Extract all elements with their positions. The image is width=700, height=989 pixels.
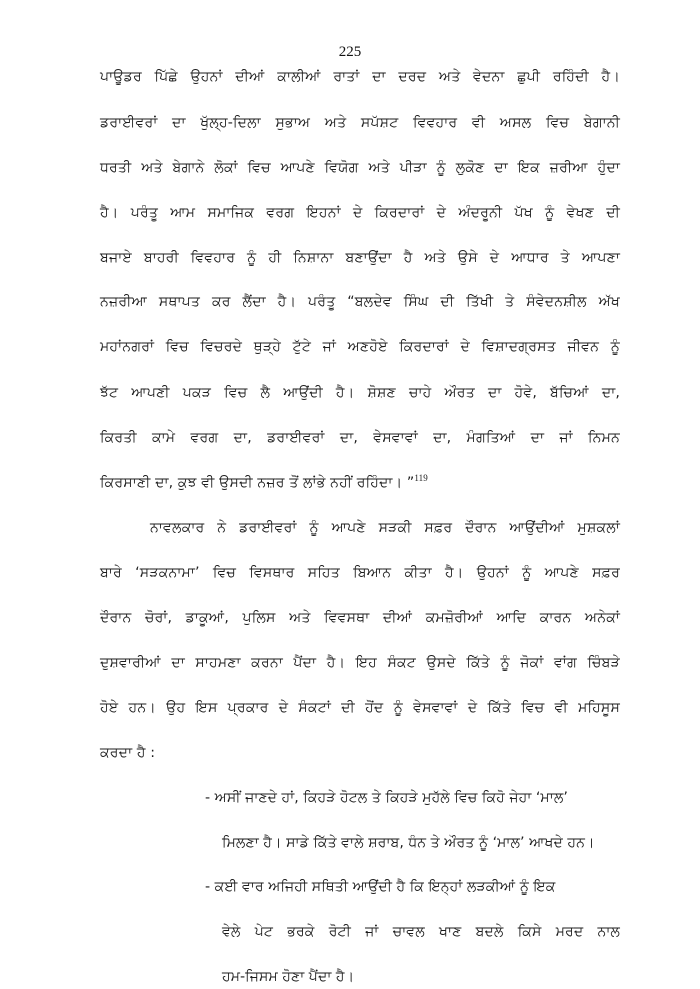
text-line: ਝੱਟ ਆਪਣੀ ਪਕੜ ਵਿਚ ਲੈ ਆਉਂਦੀ ਹੈ। ਸ਼ੋਸ਼ਣ ਚਾਹੇ ਔਰਤ ਦਾ ਹੋਵੇ, ਬੱਚਿਆਂ ਦਾ, bbox=[100, 385, 620, 401]
text-line: ਮਹਾਂਨਗਰਾਂ ਵਿਚ ਵਿਚਰਦੇ ਥੁੜ੍ਹੇ ਟੁੱਟੇ ਜਾਂ ਅਣਹੋਏ ਕਿਰਦਾਰਾਂ ਦੇ ਵਿਸ਼ਾਦਗ੍ਰਸਤ ਜੀਵਨ ਨੂੰ bbox=[100, 339, 620, 355]
text-line: ਕਿਰਤੀ ਕਾਮੇ ਵਰਗ ਦਾ, ਡਰਾਈਵਰਾਂ ਦਾ, ਵੇਸਵਾਵਾਂ ਦਾ, ਮੰਗਤਿਆਂ ਦਾ ਜਾਂ ਨਿਮਨ bbox=[100, 430, 620, 446]
list-dash: - bbox=[205, 879, 211, 895]
text-line: ਬਾਰੇ ‘ਸੜਕਨਾਮਾ’ ਵਿਚ ਵਿਸਥਾਰ ਸਹਿਤ ਬਿਆਨ ਕੀਤਾ ਹੈ। ਉਹਨਾਂ ਨੂੰ ਆਪਣੇ ਸਫ਼ਰ bbox=[100, 565, 620, 581]
text-line: ਧਰਤੀ ਅਤੇ ਬੇਗਾਨੇ ਲੋਕਾਂ ਵਿਚ ਆਪਣੇ ਵਿਯੋਗ ਅਤੇ ਪੀੜਾ ਨੂੰ ਲੁਕੋਣ ਦਾ ਇਕ ਜ਼ਰੀਆ ਹੁੰਦਾ bbox=[100, 160, 620, 176]
quote-line bbox=[205, 877, 555, 897]
text-line: ਨਜ਼ਰੀਆ ਸਥਾਪਤ ਕਰ ਲੈਂਦਾ ਹੈ। ਪਰੰਤੂ “ਬਲਦੇਵ ਸਿੰਘ ਦੀ ਤਿੱਖੀ ਤੇ ਸੰਵੇਦਨਸ਼ੀਲ ਅੱਖ bbox=[100, 294, 620, 310]
text-line: ਦੁਸ਼ਵਾਰੀਆਂ ਦਾ ਸਾਹਮਣਾ ਕਰਨਾ ਪੈਂਦਾ ਹੈ। ਇਹ ਸੰਕਟ ਉਸਦੇ ਕਿੱਤੇ ਨੂੰ ਜੋਕਾਂ ਵਾਂਗ ਚਿੰਬੜੇ bbox=[100, 655, 620, 671]
text-line-indented: ਨਾਵਲਕਾਰ ਨੇ ਡਰਾਈਵਰਾਂ ਨੂੰ ਆਪਣੇ ਸੜਕੀ ਸਫ਼ਰ ਦੌਰਾਨ ਆਉਂਦੀਆਂ ਮੁਸ਼ਕਲਾਂ bbox=[150, 520, 620, 536]
quote-line bbox=[205, 788, 620, 808]
text-line-last bbox=[100, 473, 620, 493]
text-line: ਦੌਰਾਨ ਚੋਰਾਂ, ਡਾਕੂਆਂ, ਪੁਲਿਸ ਅਤੇ ਵਿਵਸਥਾ ਦੀਆਂ ਕਮਜ਼ੋਰੀਆਂ ਆਦਿ ਕਾਰਨ ਅਨੇਕਾਂ bbox=[100, 610, 620, 626]
quote-text: ਕਈ ਵਾਰ ਅਜਿਹੀ ਸਥਿਤੀ ਆਉਂਦੀ ਹੈ ਕਿ ਇਨ੍ਹਾਂ ਲੜਕੀਆਂ ਨੂੰ ਇਕ bbox=[214, 879, 556, 895]
quote-text: ਅਸੀਂ ਜਾਣਦੇ ਹਾਂ, ਕਿਹੜੇ ਹੋਟਲ ਤੇ ਕਿਹੜੇ ਮੁਹੱਲੇ ਵਿਚ ਕਿਹੋ ਜੇਹਾ ‘ਮਾਲ’ bbox=[214, 790, 568, 806]
page-number: 225 bbox=[338, 44, 362, 60]
text-line: ਕਰਦਾ ਹੈ : bbox=[100, 745, 156, 761]
quote-line: ਮਿਲਣਾ ਹੈ। ਸਾਡੇ ਕਿੱਤੇ ਵਾਲੇ ਸ਼ਰਾਬ, ਧੰਨ ਤੇ ਔਰਤ ਨੂੰ ‘ਮਾਲ’ ਆਖਦੇ ਹਨ। bbox=[222, 835, 595, 851]
quote-line: ਹਮ-ਜਿਸਮ ਹੋਣਾ ਪੈਂਦਾ ਹੈ। bbox=[222, 969, 355, 985]
text-line-content: ਕਿਰਸਾਣੀ ਦਾ, ਕੁਝ ਵੀ ਉਸਦੀ ਨਜ਼ਰ ਤੋਂ ਲਾਂਭੇ ਨਹੀਂ ਰਹਿੰਦਾ। ” bbox=[100, 475, 415, 491]
text-line: ਹੋਏ ਹਨ। ਉਹ ਇਸ ਪ੍ਰਕਾਰ ਦੇ ਸੰਕਟਾਂ ਦੀ ਹੋਂਦ ਨੂੰ ਵੇਸਵਾਵਾਂ ਦੇ ਕਿੱਤੇ ਵਿਚ ਵੀ ਮਹਿਸੂਸ bbox=[100, 700, 620, 716]
text-line: ਡਰਾਈਵਰਾਂ ਦਾ ਖੁੱਲ੍ਹ-ਦਿਲਾ ਸੁਭਾਅ ਅਤੇ ਸਪੱਸ਼ਟ ਵਿਵਹਾਰ ਵੀ ਅਸਲ ਵਿਚ ਬੇਗਾਨੀ bbox=[100, 115, 620, 131]
text-line: ਹੈ। ਪਰੰਤੂ ਆਮ ਸਮਾਜਿਕ ਵਰਗ ਇਹਨਾਂ ਦੇ ਕਿਰਦਾਰਾਂ ਦੇ ਅੰਦਰੂਨੀ ਪੱਖ ਨੂੰ ਵੇਖਣ ਦੀ bbox=[100, 205, 620, 221]
text-line: ਪਾਊਡਰ ਪਿੱਛੇ ਉਹਨਾਂ ਦੀਆਂ ਕਾਲੀਆਂ ਰਾਤਾਂ ਦਾ ਦਰਦ ਅਤੇ ਵੇਦਨਾ ਛੁਪੀ ਰਹਿੰਦੀ ਹੈ। bbox=[100, 69, 620, 85]
quote-line: ਵੇਲੇ ਪੇਟ ਭਰਕੇ ਰੋਟੀ ਜਾਂ ਚਾਵਲ ਖਾਣ ਬਦਲੇ ਕਿਸੇ ਮਰਦ ਨਾਲ bbox=[222, 924, 620, 940]
list-dash: - bbox=[205, 790, 211, 806]
text-line: ਬਜਾਏ ਬਾਹਰੀ ਵਿਵਹਾਰ ਨੂੰ ਹੀ ਨਿਸ਼ਾਨਾ ਬਣਾਉਂਦਾ ਹੈ ਅਤੇ ਉਸੇ ਦੇ ਆਧਾਰ ਤੇ ਆਪਣਾ bbox=[100, 250, 620, 266]
footnote-reference: 119 bbox=[414, 473, 428, 483]
